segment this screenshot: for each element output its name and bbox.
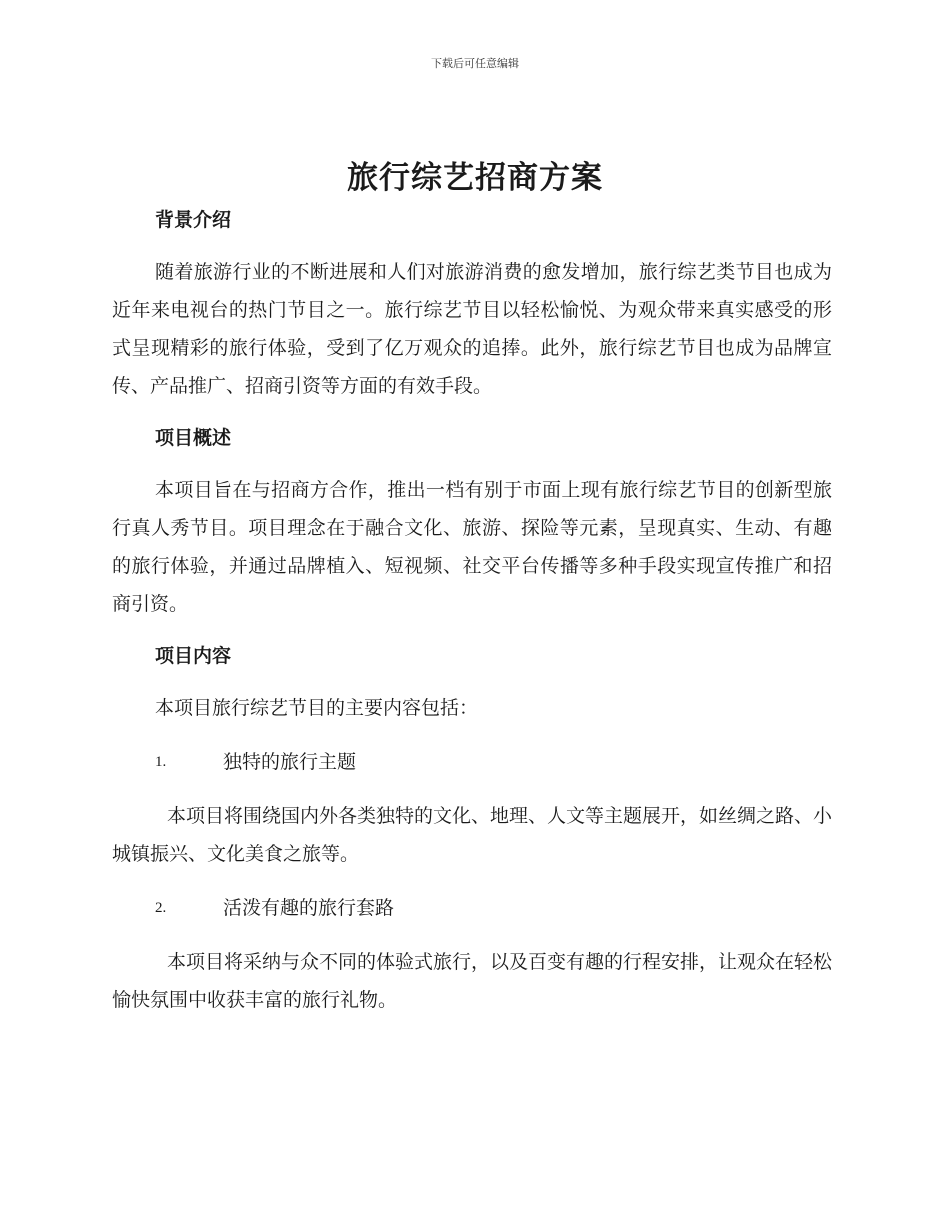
- overview-paragraph: 本项目旨在与招商方合作，推出一档有别于市面上现有旅行综艺节目的创新型旅行真人秀节目。项目理念在于融合文化、旅游、探险等元素，呈现真实、生动、有趣的旅行体验，并通过品牌植入、短视频、社交平台传播等多种手段实现宣传推广和招商引资。: [112, 479, 832, 615]
- list-item: [112, 745, 832, 779]
- section-heading-content: 项目内容: [155, 645, 232, 667]
- list-item: [112, 891, 832, 925]
- list-item-paragraph: 本项目将围绕国内外各类独特的文化、地理、人文等主题展开，如丝绸之路、小城镇振兴、文化美食之旅等。: [112, 805, 833, 865]
- list-item-number: 1.: [155, 754, 167, 770]
- section-heading-background: 背景介绍: [155, 209, 232, 231]
- list-item-number: 2.: [155, 900, 167, 916]
- header-note: 下载后可任意编辑: [431, 57, 519, 70]
- background-paragraph: 随着旅游行业的不断进展和人们对旅游消费的愈发增加，旅行综艺类节目也成为近年来电视台的热门节目之一。旅行综艺节目以轻松愉悦、为观众带来真实感受的形式呈现精彩的旅行体验，受到了亿万观众的追捧。此外，旅行综艺节目也成为品牌宣传、产品推广、招商引资等方面的有效手段。: [112, 261, 832, 397]
- list-item-paragraph: 本项目将采纳与众不同的体验式旅行，以及百变有趣的行程安排，让观众在轻松愉快氛围中收获丰富的旅行礼物。: [112, 951, 833, 1011]
- section-heading-overview: 项目概述: [155, 427, 232, 449]
- list-item-label: 独特的旅行主题: [223, 751, 357, 773]
- document-body: [112, 203, 832, 1019]
- document-title: 旅行综艺招商方案: [347, 160, 603, 196]
- list-item-label: 活泼有趣的旅行套路: [223, 897, 395, 919]
- content-intro-paragraph: 本项目旅行综艺节目的主要内容包括：: [155, 697, 479, 719]
